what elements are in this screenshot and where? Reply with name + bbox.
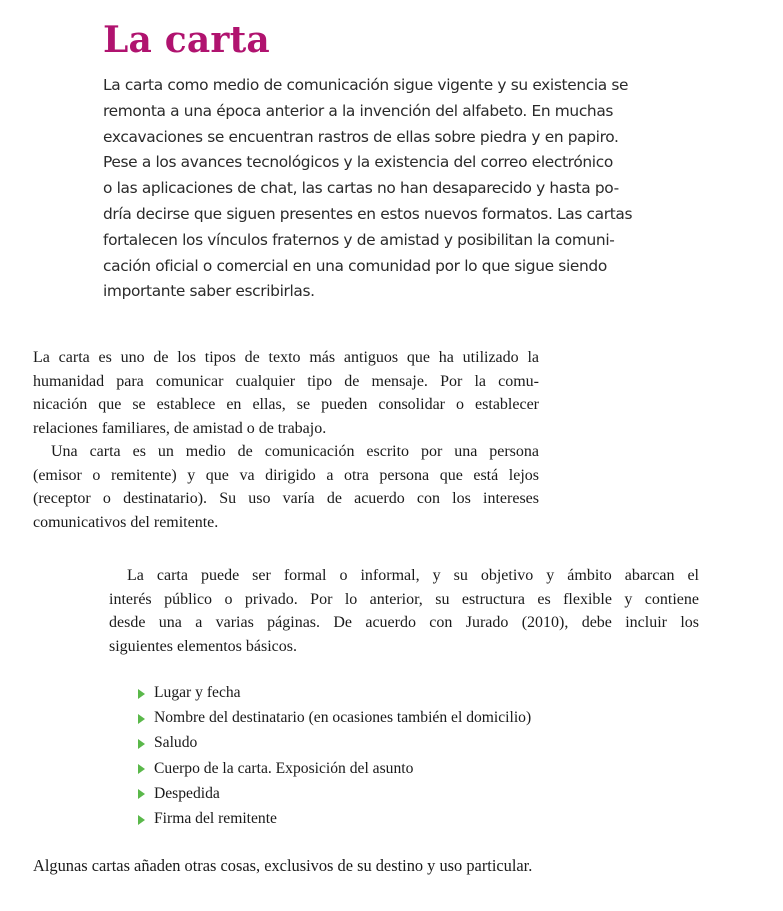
- intro-line: importante saber escribirlas.: [103, 282, 315, 301]
- list-item-label: Firma del remitente: [154, 810, 277, 828]
- body-line: (receptor o destinatario). Su uso varía de acuerdo con los intereses: [33, 490, 539, 507]
- definition-section: [33, 346, 539, 534]
- triangle-bullet-icon: [138, 764, 145, 774]
- body-line: comunicativos del remitente.: [33, 513, 219, 531]
- list-item-label: Cuerpo de la carta. Exposición del asunto: [154, 759, 414, 777]
- body-line: humanidad para comunicar cualquier tipo de mensaje. Por la comu-: [33, 372, 539, 390]
- list-item: [138, 806, 531, 831]
- intro-line: cación oficial o comercial en una comunidad por lo que sigue siendo: [103, 256, 607, 275]
- intro-line: Pese a los avances tecnológicos y la existencia del correo electrónico: [103, 153, 613, 172]
- triangle-bullet-icon: [138, 689, 145, 699]
- triangle-bullet-icon: [138, 714, 145, 724]
- list-item: [138, 730, 531, 755]
- triangle-bullet-icon: [138, 739, 145, 749]
- intro-line: excavaciones se encuentran rastros de ellas sobre piedra y en papiro.: [103, 127, 619, 146]
- body-line: relaciones familiares, de amistad o de trabajo.: [33, 419, 327, 437]
- body-line: La carta puede ser formal o informal, y su objetivo y ámbito abarcan el: [127, 567, 699, 584]
- list-item-label: Lugar y fecha: [154, 684, 241, 701]
- body-line: interés público o privado. Por lo anterior, su estructura es flexible y contiene: [109, 590, 699, 608]
- triangle-bullet-icon: [138, 789, 145, 799]
- list-item: [138, 756, 531, 781]
- body-line: La carta es uno de los tipos de texto más antiguos que ha utilizado la: [33, 349, 539, 366]
- intro-paragraph: [103, 73, 665, 305]
- page-title: La carta: [103, 19, 270, 61]
- intro-line: remonta a una época anterior a la invención del alfabeto. En muchas: [103, 101, 614, 120]
- list-item-label: Despedida: [154, 784, 220, 802]
- body-line: (emisor o remitente) y que va dirigido a otra persona que está lejos: [33, 466, 539, 484]
- body-line: Una carta es un medio de comunicación escrito por una persona: [51, 443, 539, 460]
- body-line: nicación que se establece en ellas, se pueden consolidar o establecer: [33, 396, 539, 413]
- body-line: siguientes elementos básicos.: [109, 637, 297, 655]
- list-item: [138, 680, 531, 705]
- list-item-label: Nombre del destinatario (en ocasiones también el domicilio): [154, 709, 532, 727]
- intro-line: o las aplicaciones de chat, las cartas no han desaparecido y hasta po-: [103, 179, 619, 198]
- body-line: desde una a varias páginas. De acuerdo con Jurado (2010), debe incluir los: [109, 614, 699, 631]
- list-item-label: Saludo: [154, 734, 198, 752]
- elements-list: [138, 680, 531, 831]
- list-item: [138, 781, 531, 806]
- closing-sentence: Algunas cartas añaden otras cosas, exclusivos de su destino y uso particular.: [33, 856, 533, 875]
- list-item: [138, 705, 531, 730]
- intro-line: dría decirse que siguen presentes en estos nuevos formatos. Las cartas: [103, 204, 633, 223]
- intro-line: fortalecen los vínculos fraternos y de amistad y posibilitan la comuni-: [103, 230, 615, 249]
- triangle-bullet-icon: [138, 815, 145, 825]
- intro-line: La carta como medio de comunicación sigue vigente y su existencia se: [103, 76, 629, 94]
- structure-section: [109, 564, 699, 658]
